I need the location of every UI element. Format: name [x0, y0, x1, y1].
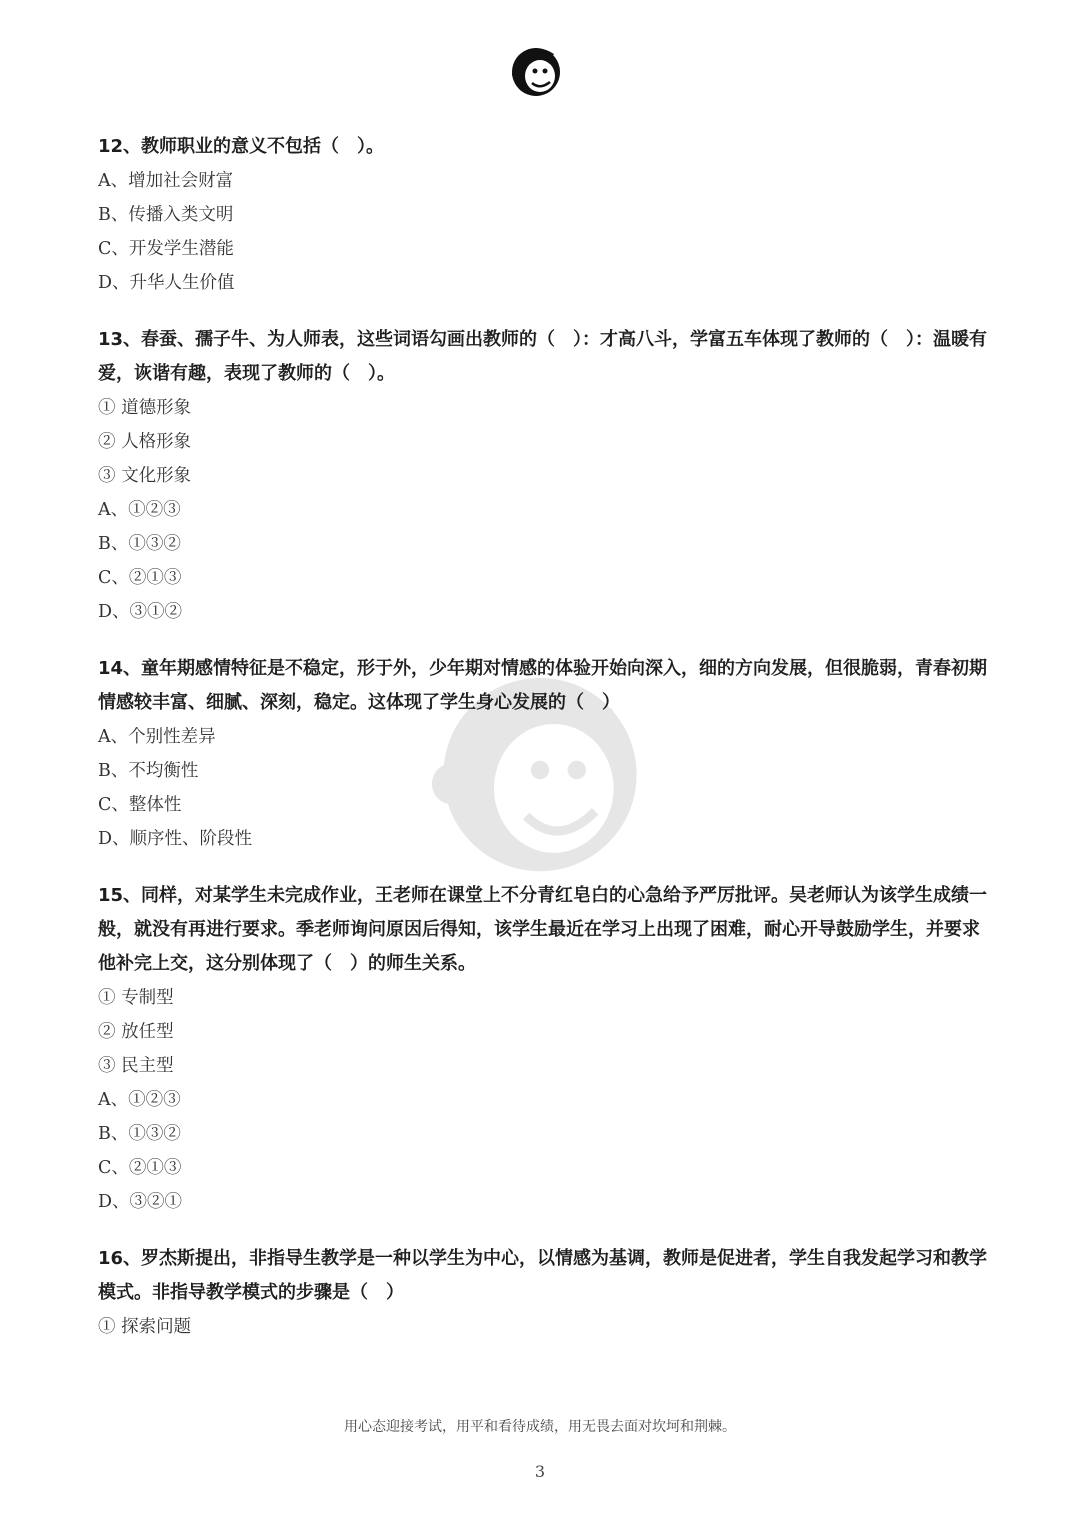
question-item: ① 探索问题	[98, 1317, 192, 1337]
answer-option: C、开发学生潜能	[98, 239, 234, 259]
answer-option: C、②①③	[98, 1158, 182, 1178]
question-item: ③ 民主型	[98, 1056, 174, 1076]
answer-option: B、不均衡性	[98, 761, 199, 781]
question-item: ① 道德形象	[98, 398, 192, 418]
question-block	[98, 323, 988, 629]
question-stem: 14、童年期感情特征是不稳定，形于外，少年期对情感的体验开始向深入，细的方向发展，但很脆弱，青春初期情感较丰富、细腻、深刻，稳定。这体现了学生身心发展的（ ）	[98, 658, 988, 713]
question-item: ③ 文化形象	[98, 466, 192, 486]
answer-option: A、个别性差异	[98, 727, 216, 747]
question-stem: 13、春蚕、孺子牛、为人师表，这些词语勾画出教师的（ ）：才高八斗，学富五车体现了教师的（ ）：温暖有爱，诙谐有趣，表现了教师的（ ）。	[98, 329, 988, 384]
answer-option: B、①③②	[98, 534, 181, 554]
answer-option: D、升华人生价值	[98, 273, 235, 293]
question-stem: 15、同样，对某学生未完成作业，王老师在课堂上不分青红皂白的心急给予严厉批评。吴老师认为该学生成绩一般，就没有再进行要求。季老师询问原因后得知，该学生最近在学习上出现了困难，耐心开导鼓励学生，并要求他补完上交，这分别体现了（ ）的师生关系。	[98, 885, 988, 974]
answer-option: A、①②③	[98, 1090, 181, 1110]
question-block	[98, 1242, 988, 1344]
question-item: ① 专制型	[98, 988, 174, 1008]
question-block	[98, 130, 988, 300]
answer-option: A、增加社会财富	[98, 171, 234, 191]
answer-option: B、传播入类文明	[98, 205, 234, 225]
answer-option: C、整体性	[98, 795, 182, 815]
question-list	[98, 130, 988, 1367]
page-number: 3	[534, 1462, 546, 1481]
question-block	[98, 652, 988, 856]
question-item: ② 放任型	[98, 1022, 174, 1042]
monkey-logo-icon	[504, 38, 568, 102]
question-stem: 16、罗杰斯提出，非指导生教学是一种以学生为中心，以情感为基调，教师是促进者，学生自我发起学习和教学模式。非指导教学模式的步骤是（ ）	[98, 1248, 988, 1303]
answer-option: D、顺序性、阶段性	[98, 829, 253, 849]
answer-option: C、②①③	[98, 568, 182, 588]
question-block	[98, 879, 988, 1219]
question-item: ② 人格形象	[98, 432, 192, 452]
answer-option: D、③②①	[98, 1192, 183, 1212]
footer-motto: 用心态迎接考试，用平和看待成绩，用无畏去面对坎坷和荆棘。	[344, 1419, 736, 1435]
answer-option: B、①③②	[98, 1124, 181, 1144]
answer-option: D、③①②	[98, 602, 183, 622]
answer-option: A、①②③	[98, 500, 181, 520]
question-stem: 12、教师职业的意义不包括（ ）。	[98, 136, 385, 157]
